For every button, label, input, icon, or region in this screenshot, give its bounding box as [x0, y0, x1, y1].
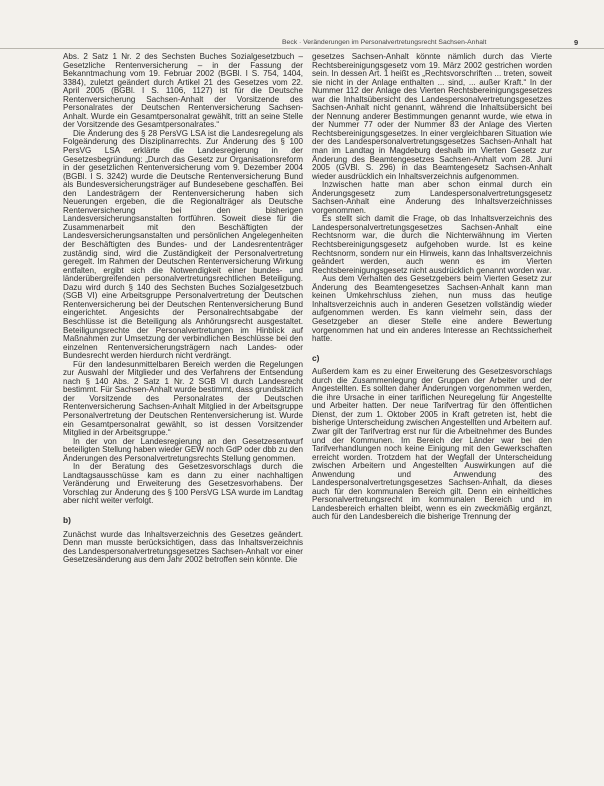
left-column	[63, 53, 303, 565]
paragraph: Es stellt sich damit die Frage, ob das Inhaltsverzeichnis des Landespersonalvertretungsgesetzes Sachsen-Anhalt eine Rechtsnorm war, die durch die Nichterwähnung im Vierten Rechtsbereinigungsgesetz aufgehoben wurde. Ist es keine Rechtsnorm, sondern nur ein Hinweis, kann das Inhaltsverzeichnis geändert werden, auch wenn es im Vierten Rechtsbereinigungsgesetz nicht ausdrücklich genannt worden war.	[312, 214, 552, 275]
paragraph: Außerdem kam es zu einer Erweiterung des Gesetzesvorschlags durch die Zusammenlegung der Gruppen der Arbeiter und der Angestellten. Es sollten daher Änderungen vorgenommen werden, die ihre Ursache in einer tariflichen Neuregelung für Angestellte und Arbeiter hatten. Der neue Tarifvertrag für den öffentlichen Dienst, der zum 1. Oktober 2005 in Kraft getreten ist, hebt die bisherige Unterscheidung zwischen Angestellten und Arbeitern auf. Zwar gilt der Tarifvertrag erst nur für die Arbeitnehmer des Bundes und der Kommunen. Im Bereich der Länder war bei den Tarifverhandlungen noch keine Einigung mit den Gewerkschaften erreicht worden. Trotzdem hat der Wegfall der Unterscheidung zwischen Arbeitern und Angestellten Auswirkungen auf die Anwendung und Anwendung des Landespersonalvertretungsgesetzes Sachsen-Anhalt, da dieses auch für den kommunalen Bereich gilt. Denn ein einheitliches Personalvertretungsrecht im kommunalen Bereich und im Landesbereich erhalten bleibt, wenn es ein zweckmäßig ergänzt, auch für den Landesbereich die bisherige Trennung der	[312, 367, 552, 522]
paragraph: In der von der Landesregierung an den Gesetzesentwurf beteiligten Stellung haben wieder GEW noch GdP oder dbb zu den Änderungen des Personalvertretungsrechts Stellung genommen.	[63, 436, 303, 463]
paragraph: Zunächst wurde das Inhaltsverzeichnis des Gesetzes geändert. Denn man musste berücksichtigen, dass das Inhaltsverzeichnis des Landespersonalvertretungsgesetzes Sachsen-Anhalt vor einer Gesetzesänderung aus dem Jahr 2002 betroffen sein könnte. Die	[63, 529, 303, 565]
paragraph: Aus dem Verhalten des Gesetzgebers beim Vierten Gesetz zur Änderung des Beamtengesetzes Sachsen-Anhalt kann man keinen Umkehrschluss ziehen, nun muss das heutige Inhaltsverzeichnis auch in anderen Gesetzen vollständig wieder aufgenommen werden. Es kann vielmehr sein, dass der Gesetzgeber an dieser Stelle eine andere Bewertung vorgenommen hat und ein anderes Interesse an Rechtssicherheit hatte.	[312, 274, 552, 344]
right-column	[312, 53, 552, 522]
paragraph: Für den landesunmittelbaren Bereich werden die Regelungen zur Auswahl der Mitglieder und des Verfahrens der Entsendung nach § 140 Abs. 2 Satz 1 Nr. 2 SGB VI durch Landesrecht bestimmt. Für Sachsen-Anhalt wurde bestimmt, dass grundsätzlich der Vorsitzende des Personalrates der Deutschen Rentenversicherung Sachsen-Anhalt Mitglied in der Arbeitsgruppe Personalvertretung der Deutschen Rentenversicherung ist. Wurde ein Gesamtpersonalrat gewählt, so ist dessen Vorsitzender Mitglied in der Arbeitsgruppe.“	[63, 359, 303, 438]
paragraph: In der Beratung des Gesetzesvorschlags durch die Landtagsausschüsse kam es dann zu einer nachhaltigen Veränderung und Erweiterung des Gesetzesvorhabens. Der Vorschlag zur Änderung des § 100 PersVG LSA wurde im Landtag aber nicht weiter verfolgt.	[63, 462, 303, 506]
section-heading-b: b)	[63, 514, 71, 525]
page-header	[0, 0, 604, 49]
paragraph: Abs. 2 Satz 1 Nr. 2 des Sechsten Buches Sozialgesetzbuch – Gesetzliche Rentenversicherung – in der Fassung der Bekanntmachung vom 19. Februar 2002 (BGBl. I S. 754, 1404, 3384), zuletzt geändert durch Artikel 21 des Gesetzes vom 22. April 2005 (BGBl. I S. 1106, 1127) ist für die Deutsche Rentenversicherung Sachsen-Anhalt der Vorsitzende des Personalrates der Deutschen Rentenversicherung Sachsen-Anhalt. Wurde ein Gesamtpersonalrat gewählt, tritt an seine Stelle der Vorsitzende des Gesamtpersonalrates.“	[63, 52, 303, 130]
paragraph: Die Änderung des § 28 PersVG LSA ist die Landesregelung als Folgeänderung des Disziplinarrechts. Zur Änderung des § 100 PersVG LSA erklärte die Landesregierung in der Gesetzesbegründung: „Durch das Gesetz zur Organisationsreform in der gesetzlichen Rentenversicherung vom 9. Dezember 2004 (BGBl. I S. 3242) wurde die Deutsche Rentenversicherung Bund als Bundesversicherungsträger auf Bundesebene geschaffen. Bei den Landesträgern der Rentenversicherung haben sich Neuerungen ergeben, die die Regionalträger als Deutsche Rentenversicherung bei den bisherigen Landesversicherungsanstalten fortführen. Soweit diese für die Zusammenarbeit mit den Beschäftigten der Landesversicherungsanstalten und persönlichen Angelegenheiten der Beschäftigten des Bundes- und der Landesrententräger zuständig sind, wird die Zuständigkeit der Personalvertretung geregelt. Im Rahmen der Deutschen Rentenversicherung Wirkung entfalten, ergibt sich die Notwendigkeit einer bundes- und länderübergreifenden personalvertretungsrechtlichen Beteiligung. Dazu wird durch § 140 des Sechsten Buches Sozialgesetzbuch (SGB VI) eine Arbeitsgruppe Personalvertretung der Deutschen Rentenversicherung bei der Deutschen Rentenversicherung Bund eingerichtet. Angesichts der Personalrechtsabgabe der Beschlüsse ist die Beteiligung als Anhörungsrecht ausgestaltet. Beteiligungsrechte der Personalvertretungen im Hinblick auf Maßnahmen zur Umsetzung der verbindlichen Beschlüsse bei den einzelnen Rentenversicherungsträgern nach Landes- oder Bundesrecht werden hierdurch nicht verdrängt.	[63, 128, 303, 361]
running-title: Beck · Veränderungen im Personalvertretungsrecht Sachsen-Anhalt	[282, 39, 487, 46]
paragraph: Inzwischen hatte man aber schon einmal durch ein Änderungsgesetz zum Landespersonalvertretungsgesetz Sachsen-Anhalt eine Änderung des Inhaltsverzeichnisses vorgenommen.	[312, 180, 552, 215]
paragraph: gesetzes Sachsen-Anhalt könnte nämlich durch das Vierte Rechtsbereinigungsgesetz vom 19. März 2002 gestrichen worden sein. In dessen Art. 1 heißt es „Rechtsvorschriften ... treten, soweit sie nicht in der Anlage enthalten ... sind, ... außer Kraft.“ In der Nummer 112 der Anlage des Vierten Rechtsbereinigungsgesetzes war die Inhaltsübersicht des Landespersonalvertretungsgesetzes Sachsen-Anhalt nicht genannt, während die Inhaltsübersicht bei der Nennung anderer Bestimmungen genannt wurde, wie etwa in der Nummer 77 oder der Nummer 83 der Anlage des Vierten Rechtsbereinigungsgesetzes. In einer vergleichbaren Situation wie der des Landespersonalvertretungsgesetzes Sachsen-Anhalt hat man im Landtag in Magdeburg deshalb im Vierten Gesetz zur Änderung des Beamtengesetzes Sachsen-Anhalt vom 28. Juni 2005 (GVBl. S. 296) in das Beamtengesetz Sachsen-Anhalt wieder ausdrücklich ein Inhaltsverzeichnis aufgenommen.	[312, 52, 552, 181]
page-number: 9	[574, 38, 579, 47]
section-heading-c: c)	[312, 352, 320, 363]
